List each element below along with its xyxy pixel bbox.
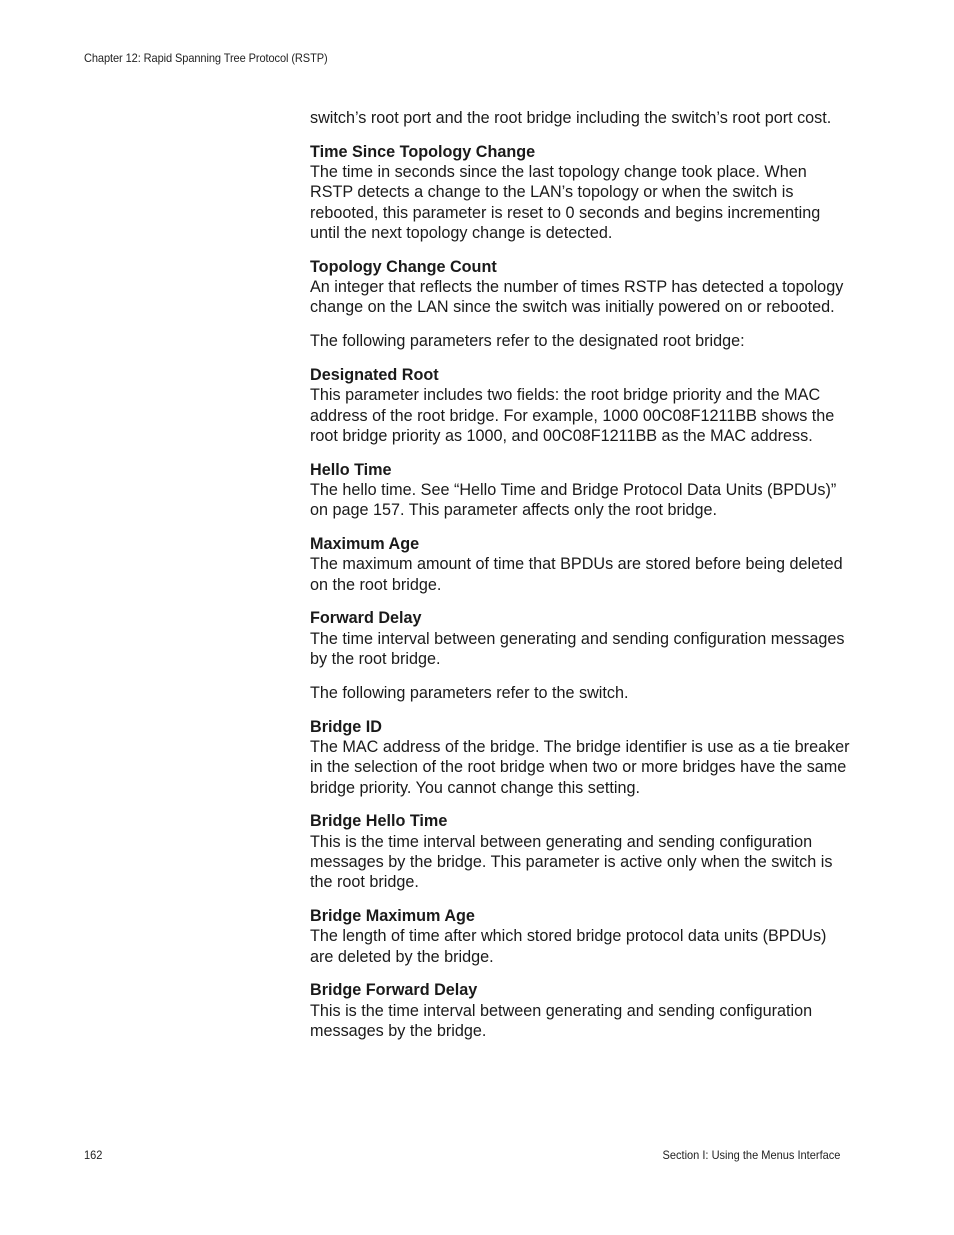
designated-root-intro: The following parameters refer to the designated root bridge: bbox=[310, 332, 745, 351]
definition-term: Topology Change Count bbox=[310, 257, 497, 276]
definition-entry-forward-delay bbox=[310, 608, 850, 669]
definition-term: Designated Root bbox=[310, 365, 439, 384]
definition-description: This is the time interval between generating and sending configuration messages by the bridge. bbox=[310, 1001, 813, 1040]
definition-entry-time-since-topology-change bbox=[310, 142, 850, 243]
page-number: 162 bbox=[84, 1148, 103, 1162]
definition-entry-designated-root bbox=[310, 365, 850, 446]
definition-entry-bridge-forward-delay bbox=[310, 980, 850, 1041]
definition-description: The time interval between generating and sending configuration messages by the root bridge. bbox=[310, 629, 845, 669]
definition-term: Time Since Topology Change bbox=[310, 142, 536, 161]
definition-entry-bridge-id bbox=[310, 717, 850, 798]
definition-entry-bridge-maximum-age bbox=[310, 906, 850, 967]
definition-description: The maximum amount of time that BPDUs are stored before being deleted on the root bridge. bbox=[310, 555, 843, 594]
definition-term: Hello Time bbox=[310, 460, 392, 479]
definition-term: Bridge Maximum Age bbox=[310, 907, 475, 925]
definition-description: An integer that reflects the number of times RSTP has detected a topology change on the LAN since the switch was initially powered on or rebooted. bbox=[310, 278, 844, 317]
definition-description: This parameter includes two fields: the root bridge priority and the MAC address of the root bridge. For example, 1000 00C08F1211BB shows the root bridge priority as 1000, and 00C08F1211BB as the MAC address. bbox=[310, 386, 835, 445]
definition-entry-maximum-age bbox=[310, 534, 850, 595]
page-body bbox=[310, 108, 850, 1055]
definition-entry-hello-time bbox=[310, 460, 850, 521]
running-header: Chapter 12: Rapid Spanning Tree Protocol (RSTP) bbox=[84, 51, 328, 65]
definition-description: This is the time interval between generating and sending configuration messages by the bridge. This parameter is active only when the switch is the root bridge. bbox=[310, 832, 833, 892]
definition-term: Maximum Age bbox=[310, 535, 420, 554]
definition-term: Bridge Hello Time bbox=[310, 812, 448, 831]
definition-term: Bridge Forward Delay bbox=[310, 981, 478, 1000]
definition-term: Bridge ID bbox=[310, 717, 382, 736]
definition-entry-topology-change-count bbox=[310, 257, 850, 318]
intro-continuation: switch’s root port and the root bridge including the switch’s root port cost. bbox=[310, 109, 832, 127]
definition-term: Forward Delay bbox=[310, 609, 422, 628]
definition-description: The length of time after which stored bridge protocol data units (BPDUs) are deleted by the bridge. bbox=[310, 927, 827, 966]
definition-description: The time in seconds since the last topology change took place. When RSTP detects a change to the LAN’s topology or when the switch is rebooted, this parameter is reset to 0 seconds and begins incrementing until the next topology change is detected. bbox=[310, 163, 821, 242]
definition-description: The MAC address of the bridge. The bridge identifier is use as a tie breaker in the selection of the root bridge when two or more bridges have the same bridge priority. You cannot change this setting. bbox=[310, 737, 850, 797]
definition-entry-bridge-hello-time bbox=[310, 811, 850, 892]
switch-intro: The following parameters refer to the switch. bbox=[310, 683, 629, 702]
section-title: Section I: Using the Menus Interface bbox=[662, 1148, 840, 1162]
definition-description: The hello time. See “Hello Time and Bridge Protocol Data Units (BPDUs)” on page 157. This parameter affects only the root bridge. bbox=[310, 480, 837, 520]
